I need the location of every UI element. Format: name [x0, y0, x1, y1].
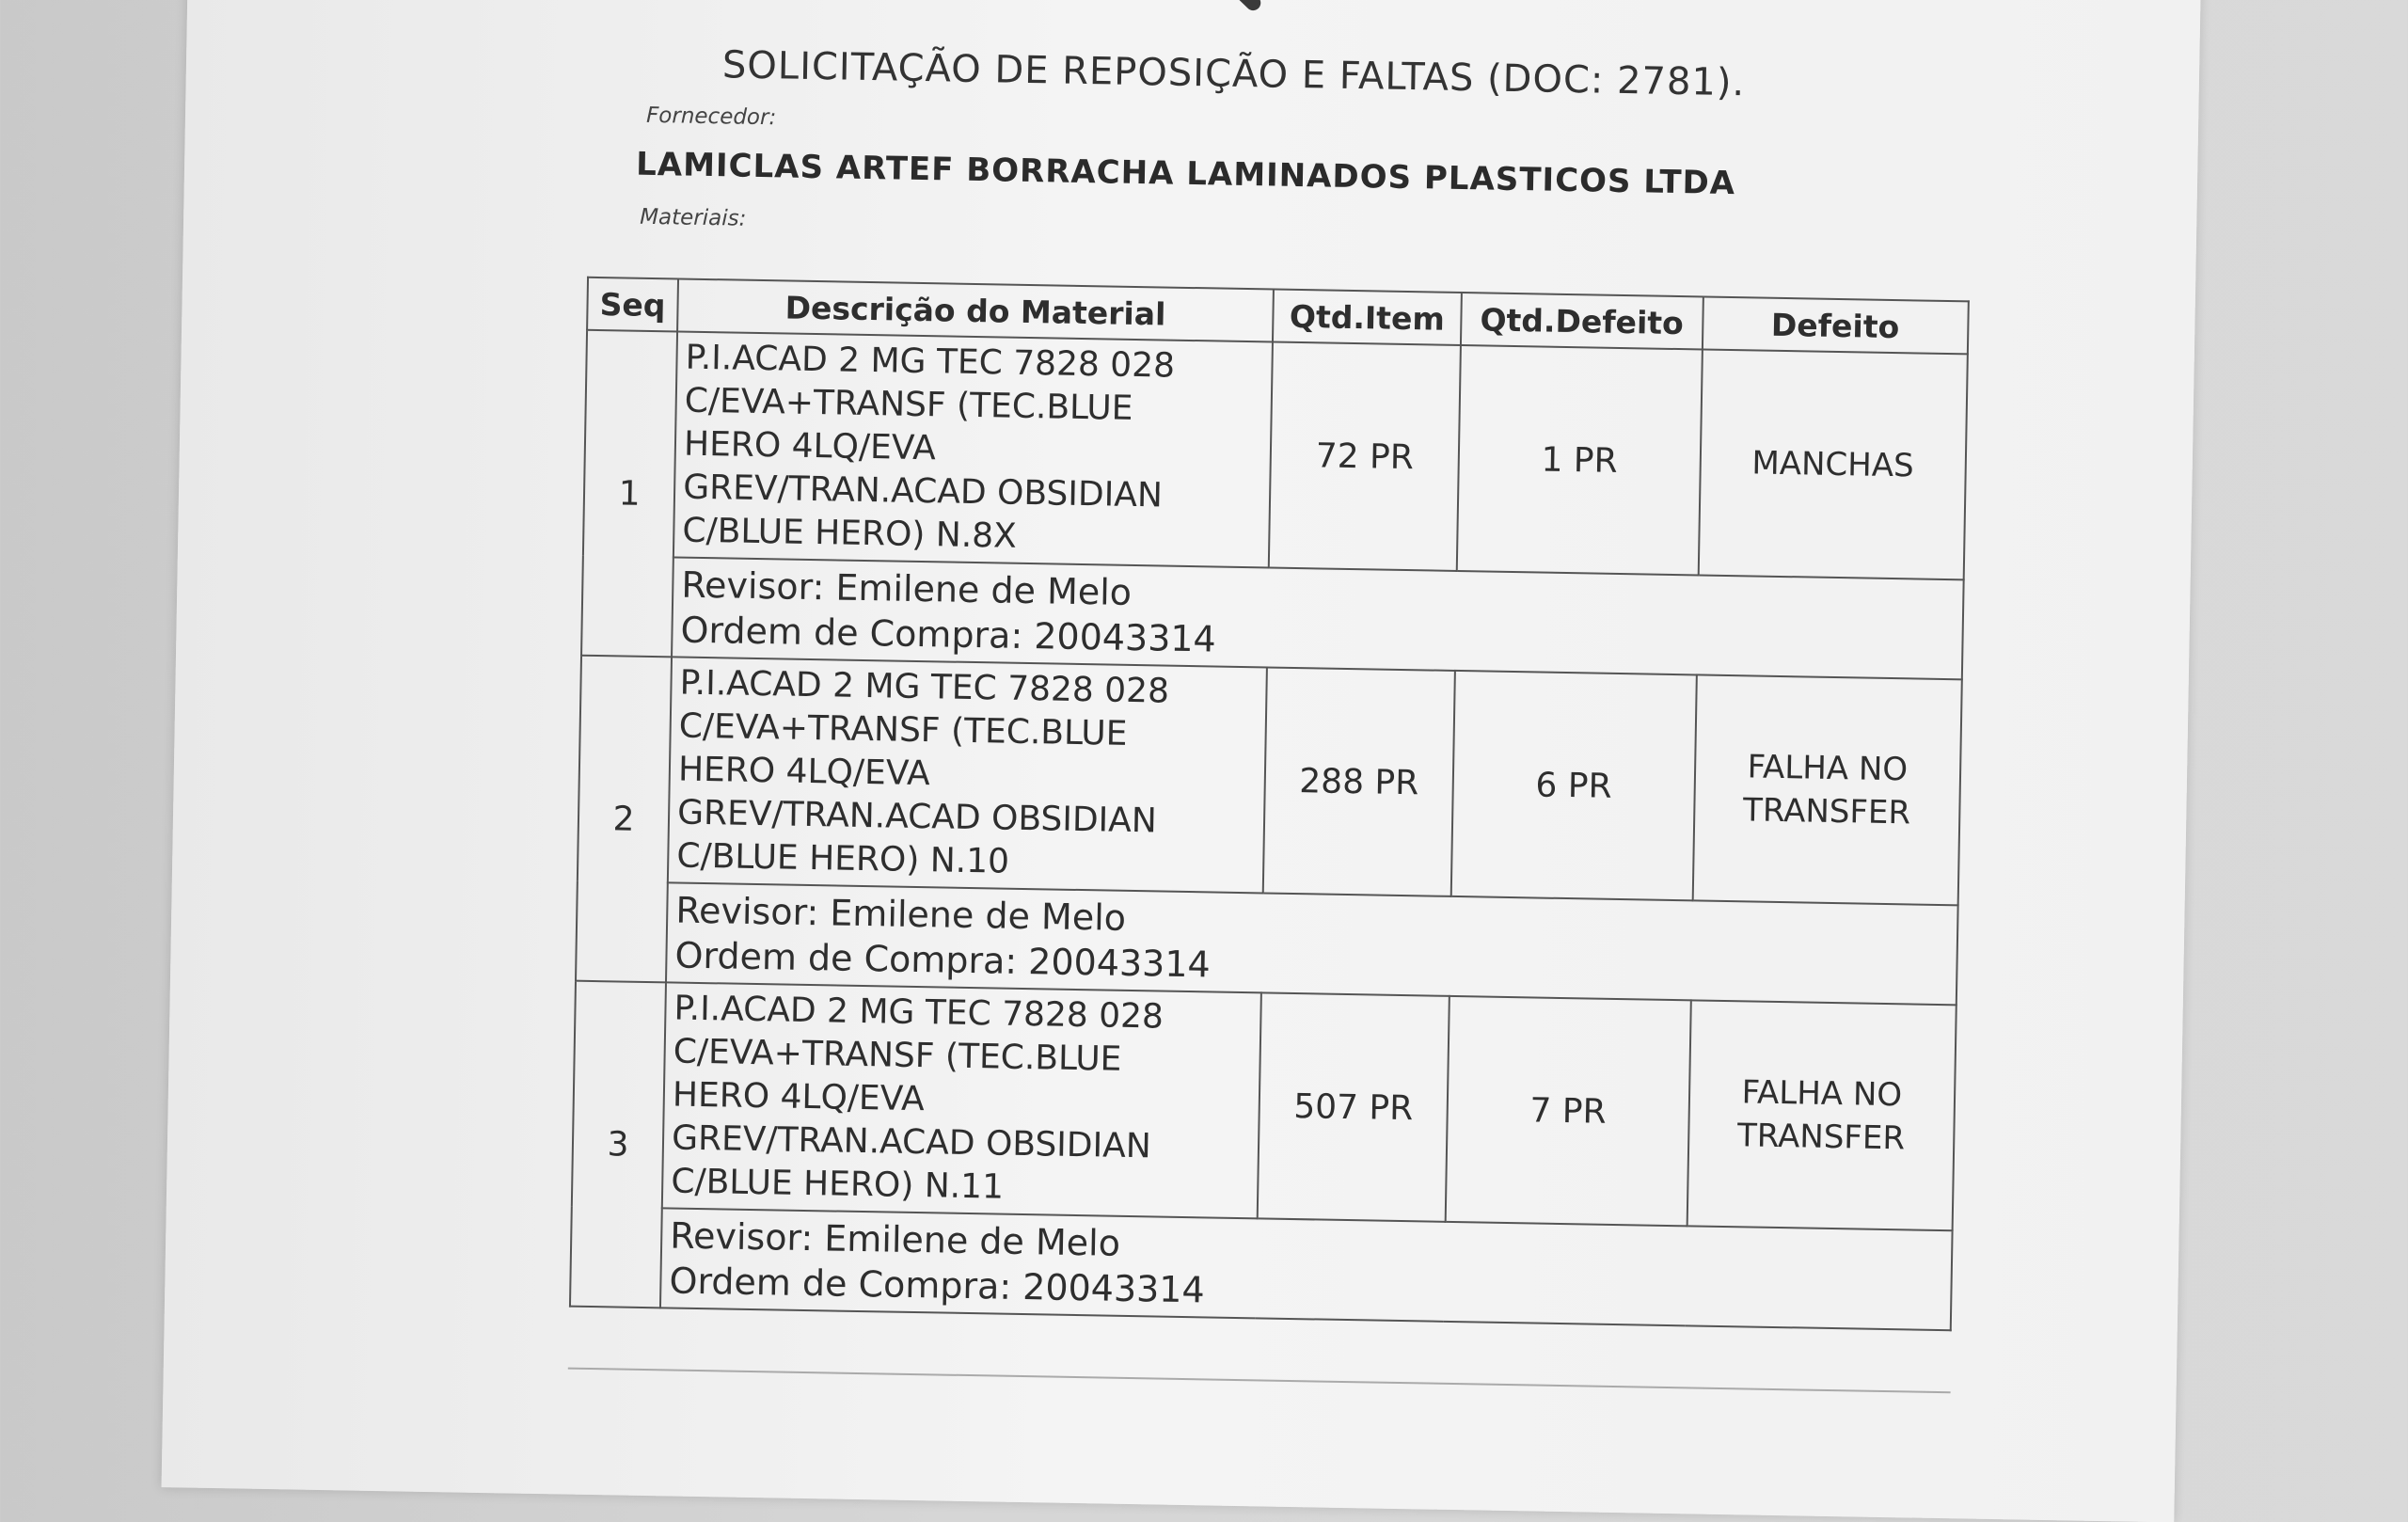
header-seq: Seq	[587, 277, 678, 332]
materials-table	[569, 277, 1970, 1331]
row-reviewer: Revisor: Emilene de Melo	[675, 889, 1127, 939]
supplier-label: Fornecedor:	[645, 103, 777, 131]
magnifier-icon	[1151, 0, 1266, 39]
header-description: Descrição do Material	[677, 278, 1274, 341]
table-row	[578, 656, 1962, 906]
row-qty-defect: 6 PR	[1451, 671, 1697, 900]
header-qty-item: Qtd.Item	[1273, 290, 1462, 345]
document-title: SOLICITAÇÃO DE REPOSIÇÃO E FALTAS (DOC: 2781).	[721, 43, 1746, 105]
row-defect: FALHA NO TRANSFER	[1687, 1000, 1956, 1230]
row-seq: 1	[581, 330, 677, 658]
row-seq: 2	[576, 656, 672, 983]
row-seq: 3	[570, 981, 666, 1308]
table-row	[583, 330, 1968, 580]
row-qty-item: 72 PR	[1269, 342, 1461, 571]
document-page	[162, 0, 2201, 1522]
row-description: P.I.ACAD 2 MG TEC 7828 028 C/EVA+TRANSF (TEC.BLUE HERO 4LQ/EVA GREV/TRAN.ACAD OBSIDIAN C/BLUE HERO) N.8X	[673, 331, 1273, 567]
row-defect: FALHA NO TRANSFER	[1692, 674, 1962, 905]
row-purchase-order: Ordem de Compra: 20043314	[674, 934, 1212, 986]
row-reviewer: Revisor: Emilene de Melo	[681, 563, 1133, 613]
row-description: P.I.ACAD 2 MG TEC 7828 028 C/EVA+TRANSF (TEC.BLUE HERO 4LQ/EVA GREV/TRAN.ACAD OBSIDIAN C/BLUE HERO) N.10	[668, 657, 1267, 893]
header-defect: Defeito	[1702, 296, 1968, 354]
row-description: P.I.ACAD 2 MG TEC 7828 028 C/EVA+TRANSF (TEC.BLUE HERO 4LQ/EVA GREV/TRAN.ACAD OBSIDIAN C/BLUE HERO) N.11	[662, 982, 1261, 1218]
supplier-name: LAMICLAS ARTEF BORRACHA LAMINADOS PLASTICOS LTDA	[635, 145, 1736, 203]
table-row	[572, 981, 1956, 1231]
footer-divider	[568, 1368, 1951, 1394]
row-qty-defect: 1 PR	[1457, 345, 1703, 575]
row-purchase-order: Ordem de Compra: 20043314	[680, 609, 1217, 660]
row-defect: MANCHAS	[1698, 349, 1968, 579]
row-qty-item: 288 PR	[1263, 667, 1455, 896]
row-reviewer: Revisor: Emilene de Melo	[670, 1214, 1121, 1264]
row-meta	[660, 1208, 1953, 1330]
row-qty-defect: 7 PR	[1446, 996, 1691, 1226]
header-qty-defect: Qtd.Defeito	[1461, 293, 1703, 349]
row-qty-item: 507 PR	[1258, 992, 1450, 1221]
row-purchase-order: Ordem de Compra: 20043314	[669, 1260, 1206, 1311]
materials-label: Materiais:	[639, 204, 747, 231]
